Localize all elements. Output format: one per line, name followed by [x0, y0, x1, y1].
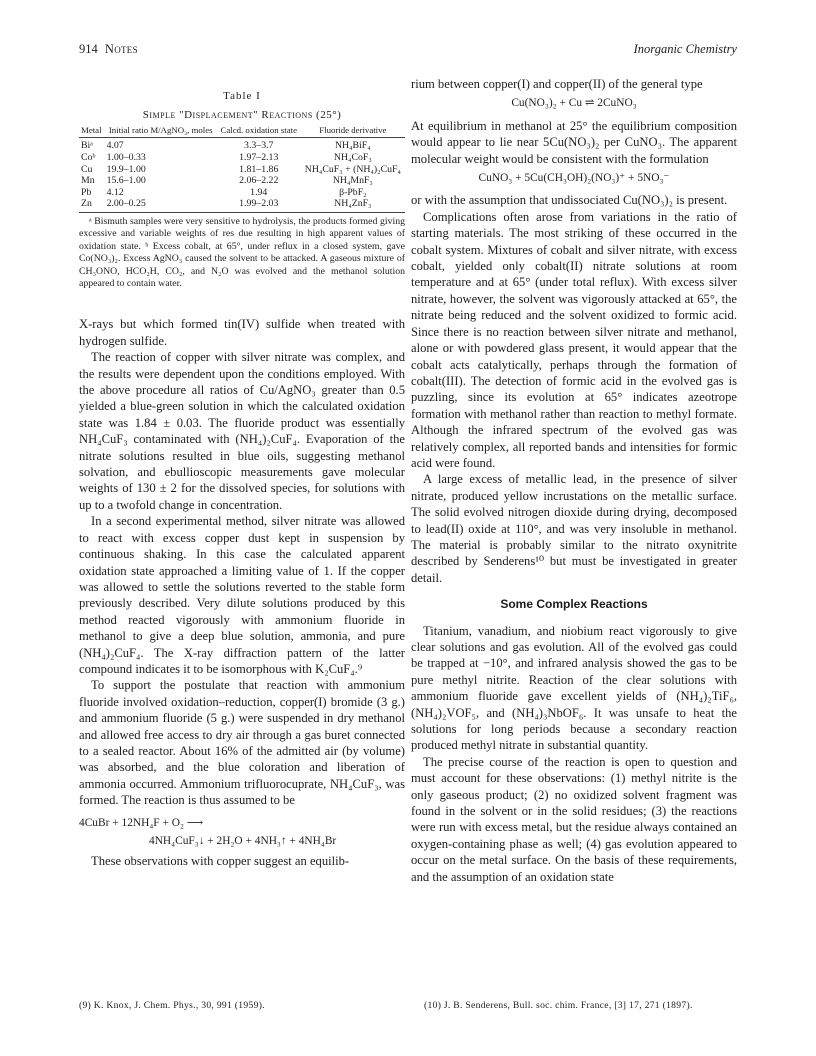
page-header	[79, 42, 737, 60]
footnote-10: (10) J. B. Senderens, Bull. soc. chim. France, [3] 17, 271 (1897).	[424, 1000, 693, 1011]
table-row	[79, 198, 405, 212]
equation: CuNO₃ + 5Cu(CH₃OH)₂(NO₃)⁺ + 5NO₃⁻	[478, 172, 670, 185]
cell-ratio: 4.07	[106, 140, 124, 152]
cell-metal: Biᵃ	[81, 140, 93, 152]
journal-name: Inorganic Chemistry	[633, 42, 737, 56]
cell-ratio: 2.00–0.25	[105, 198, 217, 212]
column-header: Calcd. oxidation state	[217, 126, 301, 138]
cell-fluoride: NH₄BiF₄	[334, 140, 371, 152]
reactions-table	[79, 126, 405, 213]
paragraph: A large excess of metallic lead, in the presence of silver nitrate, produced yellow incrustations on the metallic surface. The solid evolved nitrogen dioxide during drying, decomposed to lead(II) oxide at 110°, and was very insoluble in methanol. The material is probably similar to the nitrato oxynitrite described by Senderens¹⁰ but must be investigated in greater detail.	[411, 472, 737, 585]
table-row	[79, 138, 405, 152]
paragraph: Titanium, vanadium, and niobium react vigorously to give clear solutions and gas evolution. All of the evolved gas could be trapped at −10°, and infrared analysis showed the gas to be pure methyl nitrite. Reaction of the clear solutions with ammonium fluoride gave excellent yields of (NH₄)₂TiF₆, (NH₄)₂VOF₅, and (NH₄)₃NbOF₆. It was unsafe to heat the solutions for long periods because a secondary reaction produced methyl nitrate in substantial quantity.	[411, 623, 737, 753]
cell-fluoride: NH₄ZnF₃	[301, 198, 405, 212]
equation: 4CuBr + 12NH₄F + O₂ ⟶	[79, 816, 204, 829]
cell-fluoride: NH₄CoF₃	[333, 152, 372, 163]
section-name: Notes	[104, 42, 138, 56]
equation: Cu(NO₃)₂ + Cu ⇌ 2CuNO₃	[511, 97, 637, 110]
table-row	[79, 152, 405, 164]
table-row	[79, 187, 405, 199]
table-footnotes	[79, 216, 405, 290]
page-number: 914	[79, 42, 98, 56]
cell-metal: Coᵇ	[81, 152, 96, 163]
header-left	[79, 42, 138, 57]
paragraph: These observations with copper suggest an equilib-	[91, 854, 350, 869]
table-caption: Simple "Displacement" Reactions (25°)	[142, 109, 342, 122]
paragraph: or with the assumption that undissociated Cu(NO₃)₂ is present.	[411, 193, 728, 208]
equation: 4NH₄CuF₃↓ + 2H₂O + 4NH₃↑ + 4NH₄Br	[149, 835, 337, 847]
paragraph: The precise course of the reaction is open to question and must account for these observations: (1) methyl nitrite is the only gaseous product; (2) no oxidized solvent fragment was found in the solvent or in the solid residues; (3) the reactions were run with excess metal, but the residue always contained an oxygen-containing phase as well; (4) gas evolution appeared to occur on the metal surface. On the basis of these requirements, and the assumption of an oxidation state	[411, 754, 737, 884]
right-column	[411, 76, 737, 885]
cell-oxidation: 1.97–2.13	[239, 152, 279, 163]
paragraph: The reaction of copper with silver nitrate was complex, and the results were dependent upon the conditions employed. With the above procedure all ratios of Cu/AgNO₃ greater than 0.5 yielded a blue-green solution in which the calculated oxidation state was 1.84 ± 0.03. The fluoride product was essentially NH₄CuF₃ contaminated with (NH₄)₂CuF₄. Evaporation of the nitrate solutions resulted in blue oils, suggesting methanol solvation, and ebullioscopic measurements gave molecular weights of 130 ± 2 for the dissolved species, for solutions with up to a twofold change in concentration.	[79, 350, 405, 512]
cell-oxidation: 2.06–2.22	[239, 175, 279, 187]
cell-metal: Mn	[81, 175, 95, 187]
column-header: Metal	[79, 126, 105, 138]
left-column	[79, 76, 405, 870]
cell-ratio: 4.12	[106, 186, 124, 198]
section-heading: Some Complex Reactions	[500, 597, 648, 612]
paragraph: rium between copper(I) and copper(II) of the general type	[411, 77, 703, 91]
paragraph: X-rays but which formed tin(IV) sulfide when treated with hydrogen sulfide.	[79, 317, 405, 348]
cell-ratio: 1.00–0.33	[106, 152, 146, 163]
cell-metal: Cu	[81, 163, 93, 175]
footnote-9: (9) K. Knox, J. Chem. Phys., 30, 991 (1959).	[79, 1000, 265, 1011]
cell-metal: Zn	[79, 198, 105, 212]
column-header: Fluoride derivative	[301, 126, 405, 138]
table-row	[79, 175, 405, 187]
table-footnote-text: ᵃ Bismuth samples were very sensitive to hydrolysis, the products formed giving excessive and variable weights of res due resulting in high apparent values of oxidation state. ᵇ Excess cobalt, at 65°, under reflux in a closed system, gave Co(NO₃)₂. Excess AgNO₃ caused the solvent to be attacked. A gaseous mixture of CH₃ONO, HCO₂H, CO₂, and N₂O was evolved and the methanol solution appeared to contain water.	[79, 215, 405, 289]
table-label: Table I	[223, 90, 261, 102]
cell-ratio: 19.9–1.00	[106, 163, 146, 175]
cell-fluoride: NH₄CuF₃ + (NH₄)₂CuF₄	[304, 163, 401, 175]
cell-metal: Pb	[81, 186, 92, 198]
cell-ratio: 15.6–1.00	[106, 175, 146, 187]
paragraph: In a second experimental method, silver nitrate was allowed to react with excess copper dust kept in suspension by continuous shaking. In this case the calculated apparent oxidation state approached a limiting value of 1. If the copper was allowed to settle the solutions reverted to the stable form previously described. Very dilute solutions produced by this method reacted vigorously with ammonium fluoride in methanol to give a deep blue solution, ammonia, and pure (NH₄)₂CuF₄. The X-ray diffraction pattern of the latter compound indicates it to be isomorphous with K₂CuF₄.⁹	[79, 514, 405, 676]
paragraph: To support the postulate that reaction with ammonium fluoride involved oxidation–reduction, copper(I) bromide (3 g.) and ammonium fluoride (5 g.) were suspended in dry methanol and allowed free access to dry air through a gas buret connected to a sealed reactor. About 16% of the admitted air (by volume) was absorbed, and the blue coloration and liberation of ammonia occurred. Ammonium trifluorocuprate, NH₄CuF₃, was formed. The reaction is thus assumed to be	[79, 678, 405, 808]
table-row	[79, 164, 405, 176]
cell-oxidation: 1.94	[250, 186, 268, 198]
column-header: Initial ratio M/AgNO₃, moles	[105, 126, 217, 138]
cell-fluoride: β-PbF₂	[339, 186, 367, 198]
paragraph: At equilibrium in methanol at 25° the equilibrium composition would appear to lie near 5Cu(NO₃)₂ per CuNO₃. The apparent molecular weight would be consistent with the formulation	[411, 118, 737, 166]
cell-oxidation: 1.81–1.86	[239, 163, 279, 175]
table-header-row	[79, 126, 405, 138]
paragraph: Complications often arose from variations in the ratio of starting materials. The most striking of these occurred in the cobalt system. Mixtures of cobalt and silver nitrate, with excess cobalt, yielded only cobalt(II) nitrate solutions at room temperature and at 65° (under total reflux). With excess silver nitrate, however, the solvent was vigorously attacked at 65°, the nitrate being reduced and the solvent oxidized to formic acid. Since there is no reaction between silver nitrate and methanol, alone or with powdered glass present, it would appear that the cobalt acts catalytically, perhaps through the formation of cobalt(III). The detection of formic acid in the evolved gas is puzzling, since its evolution at 65° indicates azeotrope formation with methanol rather than reaction to methyl formate. Although the infrared spectrum of the evolved gas was relatively complex, all reported bands and intensities for formic acid were found.	[411, 209, 737, 470]
cell-oxidation: 1.99–2.03	[217, 198, 301, 212]
cell-fluoride: NH₄MnF₃	[332, 175, 373, 187]
cell-oxidation: 3.3–3.7	[244, 140, 274, 152]
